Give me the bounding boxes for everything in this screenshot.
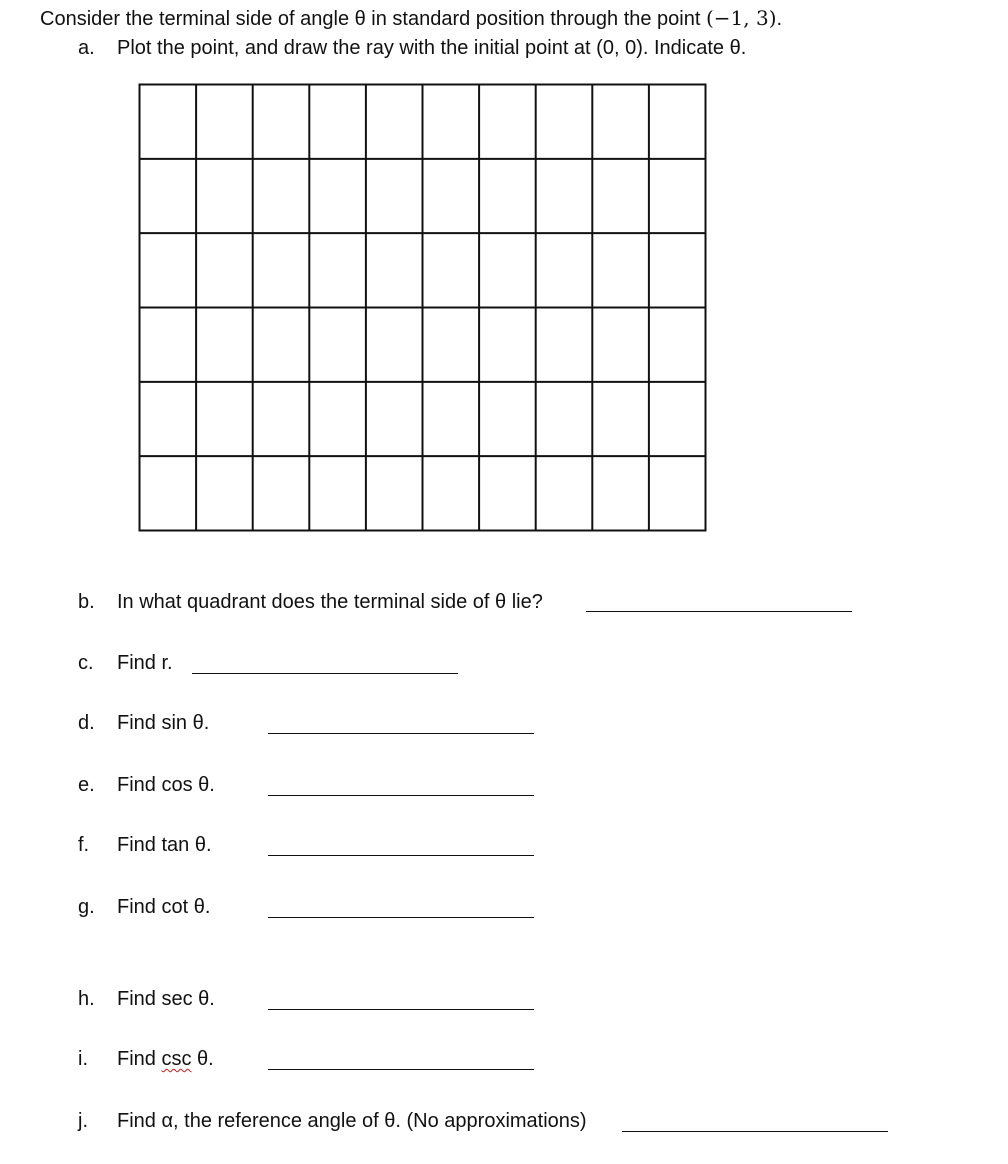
question-g-letter: g.: [78, 896, 95, 918]
question-c-text: Find r.: [117, 652, 173, 674]
question-i-suffix: θ.: [191, 1048, 214, 1070]
problem-statement-end: .: [776, 8, 783, 30]
question-h-letter: h.: [78, 988, 95, 1010]
question-d-letter: d.: [78, 712, 95, 734]
answer-blank-c[interactable]: [192, 673, 458, 674]
question-g-text: Find cot θ.: [117, 896, 211, 918]
problem-statement: [40, 6, 782, 31]
part-a-instruction: Plot the point, and draw the ray with the initial point at (0, 0). Indicate θ.: [117, 37, 747, 59]
coordinate-grid: [138, 83, 707, 532]
answer-blank-h[interactable]: [268, 1009, 534, 1010]
question-c-letter: c.: [78, 652, 94, 674]
question-i-letter: i.: [78, 1048, 88, 1070]
question-i-prefix: Find: [117, 1048, 162, 1070]
answer-blank-g[interactable]: [268, 917, 534, 918]
part-a-letter: a.: [78, 37, 95, 59]
answer-blank-j[interactable]: [622, 1131, 888, 1132]
question-f-text: Find tan θ.: [117, 834, 212, 856]
answer-blank-e[interactable]: [268, 795, 534, 796]
question-b-text: In what quadrant does the terminal side of θ lie?: [117, 591, 543, 613]
question-j-text: Find α, the reference angle of θ. (No approximations): [117, 1110, 587, 1132]
spellcheck-flagged-word[interactable]: csc: [161, 1048, 192, 1070]
answer-blank-i[interactable]: [268, 1069, 534, 1070]
question-h-text: Find sec θ.: [117, 988, 215, 1010]
question-f-letter: f.: [78, 834, 90, 856]
problem-statement-text: Consider the terminal side of angle θ in standard position through the point: [40, 8, 706, 30]
grid-graphic: [138, 83, 707, 532]
question-e-letter: e.: [78, 774, 95, 796]
question-j-letter: j.: [78, 1110, 88, 1132]
question-b-letter: b.: [78, 591, 95, 613]
question-e-text: Find cos θ.: [117, 774, 215, 796]
question-i-text: [117, 1047, 214, 1071]
question-d-text: Find sin θ.: [117, 712, 210, 734]
given-point: (−1, 3): [705, 6, 777, 30]
answer-blank-b[interactable]: [586, 611, 852, 612]
answer-blank-d[interactable]: [268, 733, 534, 734]
answer-blank-f[interactable]: [268, 855, 534, 856]
